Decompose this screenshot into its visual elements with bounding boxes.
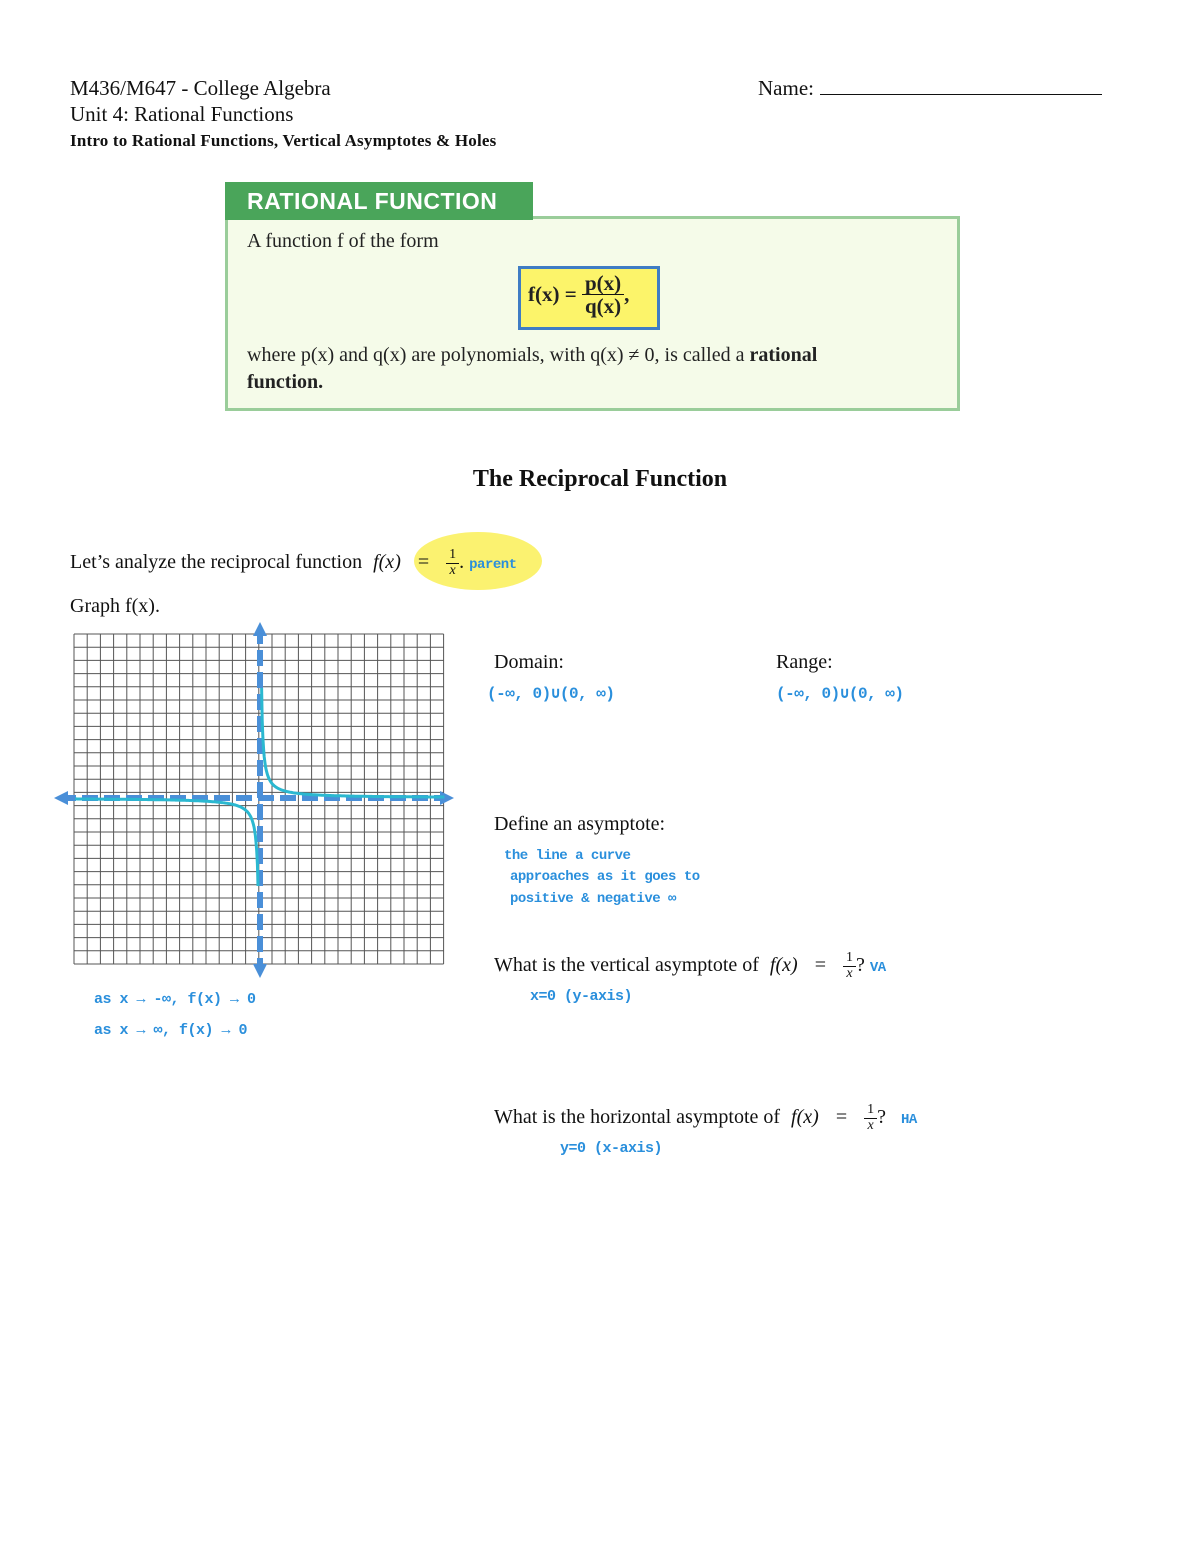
definition-tab: RATIONAL FUNCTION [225,182,533,220]
analyze-eq: = [417,550,430,573]
definition-intro: A function f of the form [247,230,439,252]
section-title: The Reciprocal Function [472,466,728,492]
unit-title: Unit 4: Rational Functions [70,102,294,126]
name-blank [820,76,1102,95]
asymptote-def-line-2: approaches as it goes to [510,869,700,885]
formula [528,272,629,317]
horizontal-question [494,1103,917,1133]
course-title: M436/M647 - College Algebra [70,76,331,100]
vertical-qmark: ? [855,953,865,976]
horizontal-eq: = [835,1105,848,1128]
analyze-fx: f(x) [373,550,401,573]
horizontal-num: 1 [864,1103,877,1119]
analyze-note: parent [469,556,517,573]
horizontal-note: HA [900,1111,917,1128]
definition-tail-text: where p(x) and q(x) are polynomials, with q(x) ≠ 0, is called a [247,344,745,366]
name-label: Name: [758,76,814,100]
arrow-left-icon [54,791,68,805]
vertical-den: x [846,965,853,981]
asymptote-def-line-3: positive & negative ∞ [510,891,676,907]
arrow-down-icon [253,964,267,978]
topic-title: Intro to Rational Functions, Vertical Asymptotes & Holes [70,131,497,150]
horizontal-den: x [867,1117,874,1133]
domain-label: Domain: [494,651,564,673]
vertical-question-text: What is the vertical asymptote of [494,953,759,976]
formula-denominator: q(x) [584,294,622,319]
formula-comma: , [624,282,630,307]
formula-fraction [582,272,624,317]
asymptote-def-label: Define an asymptote: [494,813,666,835]
name-field [758,76,1102,101]
definition-tail [247,342,947,396]
arrow-up-icon [253,622,267,636]
vertical-eq: = [814,953,826,976]
horizontal-qmark: ? [877,1105,886,1128]
vertical-fx: f(x) [769,953,798,976]
analyze-fraction [446,548,459,578]
analyze-text: Let’s analyze the reciprocal function [70,550,363,573]
vertical-num: 1 [843,951,856,967]
definition-bold-function: function. [247,371,324,393]
horizontal-fraction [864,1103,877,1133]
analyze-period: . [459,550,465,573]
analyze-num: 1 [446,548,459,564]
range-label: Range: [776,651,833,673]
asymptote-def-line-1: the line a curve [504,848,631,864]
vertical-answer: x=0 (y-axis) [530,988,633,1005]
reciprocal-graph [50,620,460,980]
horizontal-question-text: What is the horizontal asymptote of [494,1105,781,1128]
range-answer: (-∞, 0)∪(0, ∞) [776,685,904,703]
end-behavior-1: as x → -∞, f(x) → 0 [94,991,256,1008]
definition-bold-rational: rational [749,344,818,366]
domain-answer: (-∞, 0)∪(0, ∞) [487,685,615,703]
horizontal-fx: f(x) [791,1105,819,1128]
analyze-line [70,548,517,578]
formula-lhs: f(x) = [528,282,577,307]
graph-prompt: Graph f(x). [70,595,160,617]
vertical-question [494,951,886,981]
horizontal-answer: y=0 (x-axis) [560,1140,663,1157]
vertical-fraction [843,951,856,981]
analyze-den: x [449,562,456,578]
vertical-note: VA [869,959,886,976]
formula-numerator: p(x) [582,272,624,295]
end-behavior-2: as x → ∞, f(x) → 0 [94,1022,248,1039]
